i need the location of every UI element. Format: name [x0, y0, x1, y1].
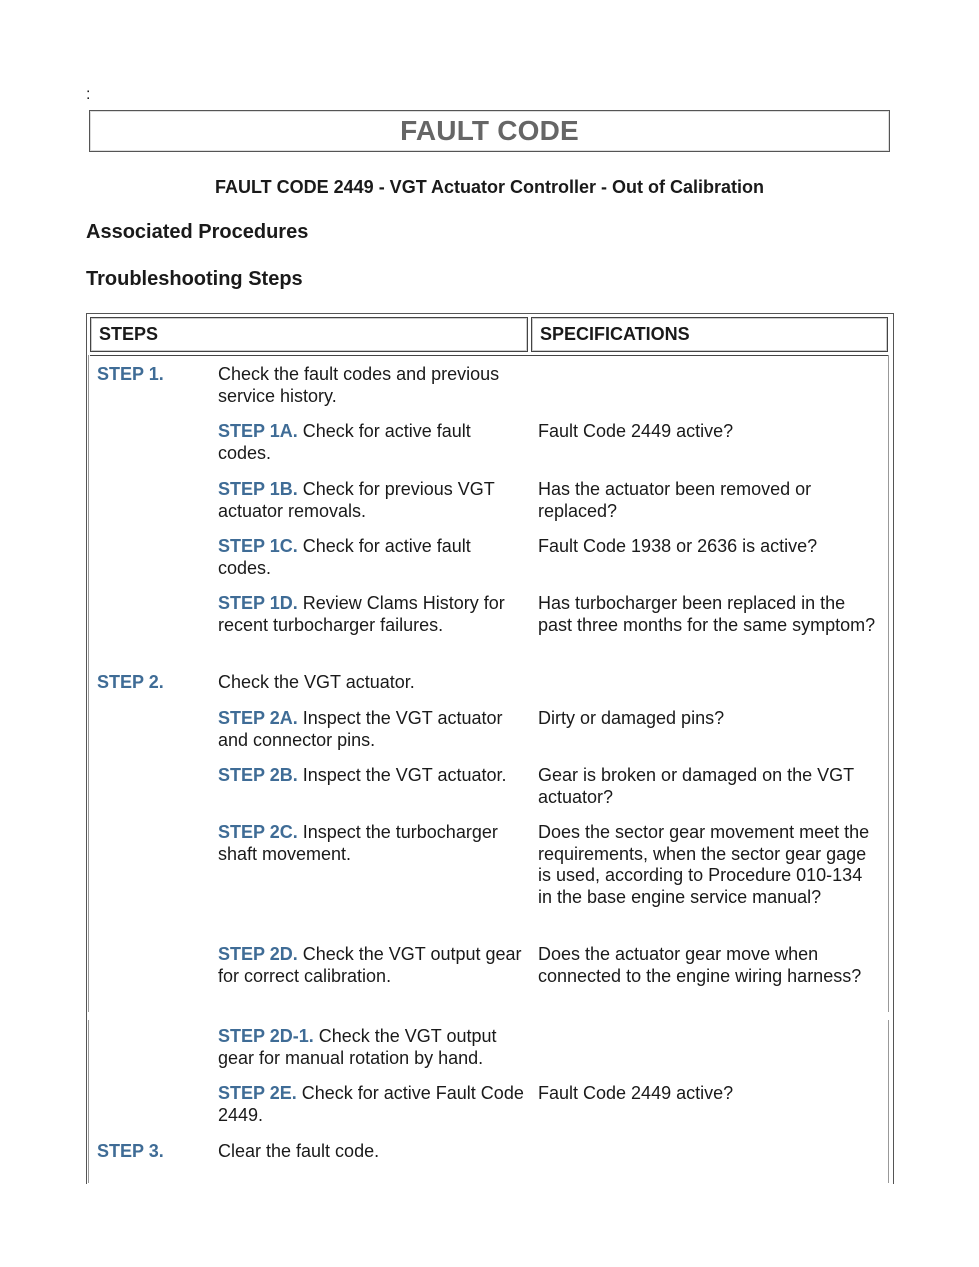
specification-text: Fault Code 2449 active? — [538, 1083, 734, 1103]
table-inner-border-right — [888, 355, 889, 1183]
fault-code-subtitle: FAULT CODE 2449 - VGT Actuator Controller - Out of Calibration — [214, 177, 765, 197]
substep-label: STEP 2A — [218, 708, 293, 728]
troubleshooting-steps-heading: Troubleshooting Steps — [86, 268, 303, 290]
specifications-column-header: SPECIFICATIONS — [531, 317, 888, 352]
substep-label: STEP 2E — [218, 1083, 292, 1103]
substep-description: STEP 1C. Check for active fault codes. — [218, 536, 471, 578]
substep-label: STEP 2C — [218, 822, 293, 842]
specification-text: Dirty or damaged pins? — [538, 708, 725, 728]
specification-text: Does the sector gear movement meet the requirements, when the sector gear gage is used, according to Procedure 010-134 in the base engine service manual? — [538, 822, 870, 907]
steps-column-header: STEPS — [90, 317, 528, 352]
substep-label: STEP 1D — [218, 593, 293, 613]
specification-text: Fault Code 2449 active? — [538, 421, 734, 441]
step-number: STEP 1. — [97, 364, 164, 384]
substep-label: STEP 1A — [218, 421, 293, 441]
substep-description: STEP 2C. Inspect the turbocharger shaft movement. — [218, 822, 498, 864]
substep-description: STEP 1D. Review Clams History for recent turbocharger failures. — [218, 593, 505, 635]
substep-description: STEP 2E. Check for active Fault Code 2449. — [218, 1083, 524, 1125]
substep-label: STEP 1C — [218, 536, 293, 556]
substep-label: STEP 2D-1 — [218, 1026, 309, 1046]
specification-text: Has the actuator been removed or replaced? — [538, 479, 812, 521]
table-border-gap — [87, 1012, 91, 1020]
associated-procedures-heading: Associated Procedures — [86, 221, 309, 243]
title-banner — [89, 110, 890, 152]
step-description: Check the fault codes and previous service history. — [218, 364, 500, 406]
substep-label: STEP 2D — [218, 944, 293, 964]
page-title: FAULT CODE — [400, 115, 579, 146]
substep-description: STEP 2B. Inspect the VGT actuator. — [218, 765, 507, 785]
step-number: STEP 3. — [97, 1141, 164, 1161]
specification-text: Gear is broken or damaged on the VGT actuator? — [538, 765, 854, 807]
specification-text: Fault Code 1938 or 2636 is active? — [538, 536, 818, 556]
table-border-gap — [887, 1012, 891, 1020]
specification-text: Does the actuator gear move when connected to the engine wiring harness? — [538, 944, 862, 986]
substep-label: STEP 1B — [218, 479, 293, 499]
substep-description: STEP 1A. Check for active fault codes. — [218, 421, 471, 463]
substep-description: STEP 2A. Inspect the VGT actuator and connector pins. — [218, 708, 503, 750]
substep-description: STEP 2D. Check the VGT output gear for correct calibration. — [218, 944, 522, 986]
substep-label: STEP 2B — [218, 765, 293, 785]
specification-text: Has turbocharger been replaced in the past three months for the same symptom? — [538, 593, 876, 635]
substep-description: STEP 2D-1. Check the VGT output gear for manual rotation by hand. — [218, 1026, 497, 1068]
table-inner-border-left — [88, 355, 89, 1183]
step-description: Clear the fault code. — [218, 1141, 380, 1161]
substep-description: STEP 1B. Check for previous VGT actuator removals. — [218, 479, 495, 521]
step-description: Check the VGT actuator. — [218, 672, 415, 692]
colon-mark: : — [86, 86, 91, 103]
step-number: STEP 2. — [97, 672, 164, 692]
